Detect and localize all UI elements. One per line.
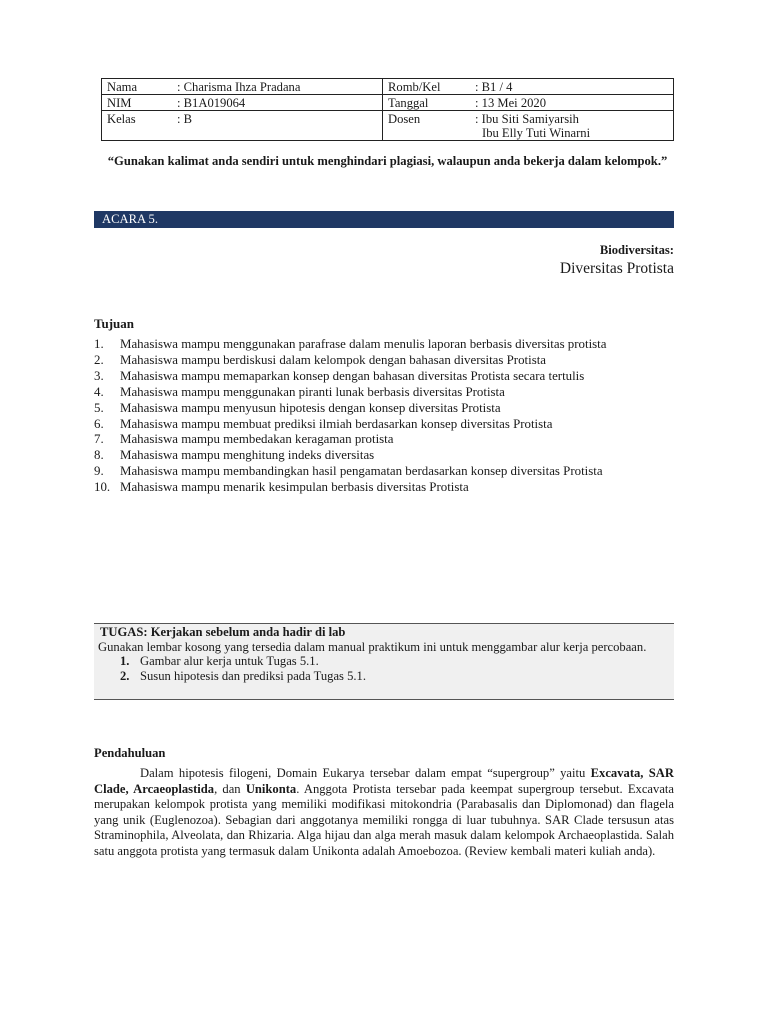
item-text: Mahasiswa mampu menyusun hipotesis dengan konsep diversitas Protista [120,400,501,415]
intro-paragraph [94,766,674,860]
value-tanggal: : 13 Mei 2020 [470,95,674,111]
value-kelas: : B [172,111,383,141]
list-item [94,353,674,369]
heading-tujuan: Tujuan [94,316,134,331]
intro-text-2: , dan [214,781,241,796]
item-text: Mahasiswa mampu membedakan keragaman protista [120,432,394,447]
list-item [94,432,674,448]
list-item [94,448,674,464]
item-text: Mahasiswa mampu menggunakan parafrase dalam menulis laporan berbasis diversitas protista [120,337,607,351]
list-item [94,369,674,385]
label-nama: Nama [102,79,173,95]
item-number: 5. [94,400,104,415]
task-box [94,623,674,700]
list-item [94,480,674,496]
plagiarism-notice: “Gunakan kalimat anda sendiri untuk menghindari plagiasi, walaupun anda bekerja dalam kelompok.” [107,154,668,168]
item-number: 9. [94,464,104,479]
list-item [94,385,674,401]
label-kelas: Kelas [102,111,173,141]
value-dosen [470,111,674,141]
heading-pendahuluan: Pendahuluan [94,746,166,760]
list-item [98,654,670,669]
info-row-nim [102,95,674,111]
value-romb-kel: : B1 / 4 [470,79,674,95]
item-text: Mahasiswa mampu berdiskusi dalam kelompok dengan bahasan diversitas Protista [120,352,547,367]
label-dosen: Dosen [383,111,471,141]
list-item [94,401,674,417]
section-bar-acara: ACARA 5. [94,211,674,228]
item-text: Susun hipotesis dan prediksi pada Tugas 5.1. [140,668,366,683]
item-number: 6. [94,416,104,431]
label-romb-kel: Romb/Kel [383,79,471,95]
task-title: TUGAS: Kerjakan sebelum anda hadir di lab [100,625,346,639]
item-text: Mahasiswa mampu membandingkan hasil pengamatan berdasarkan konsep diversitas Protista [120,464,603,479]
dosen-name-1: : Ibu Siti Samiyarsih [475,112,579,126]
item-text: Mahasiswa mampu menggunakan piranti lunak berbasis diversitas Protista [120,384,505,399]
topic-title: Diversitas Protista [559,260,674,277]
info-row-nama [102,79,674,95]
intro-text-3: . Anggota Protista tersebar pada keempat supergroup tersebut. Excavata merupakan kelompok protista yang memiliki modifikasi mitokondria (Parabasalis dan Diplomonad) dan flagela yang unik (Euglenozoa). Sebagian dari anggotanya memiliki rongga di luar tubuhnya. SAR Clade tersusun atas Straminophila, Alveolata, dan Rhizaria. Alga hijau dan alga merah masuk dalam kelompok Archaeoplastida. Salah satu anggota protista yang termasuk dalam Unikonta adalah Amoebozoa. (Review kembali materi kuliah anda). [94,781,674,858]
list-item [94,337,674,353]
list-item [94,417,674,433]
value-nim: : B1A019064 [172,95,383,111]
intro-bold-1: Excavata, SAR Clade, Arcaeoplastida [94,766,674,796]
item-number: 2. [120,668,130,683]
task-instructions: Gunakan lembar kosong yang tersedia dalam manual praktikum ini untuk menggambar alur kerja percobaan. [98,639,647,654]
label-nim: NIM [102,95,173,111]
item-number: 2. [94,352,104,367]
item-text: Mahasiswa mampu menghitung indeks diversitas [120,448,375,463]
item-text: Mahasiswa mampu menarik kesimpulan berbasis diversitas Protista [120,480,469,495]
item-number: 7. [94,432,104,447]
item-number: 4. [94,384,104,399]
list-item [94,464,674,480]
value-nama: : Charisma Ihza Pradana [172,79,383,95]
student-info-table [101,78,674,141]
info-row-kelas [102,111,674,141]
task-list [98,654,670,683]
intro-text-1: Dalam hipotesis filogeni, Domain Eukarya tersebar dalam empat “supergroup” yaitu [140,766,586,780]
item-number: 1. [94,337,104,351]
item-text: Mahasiswa mampu memaparkan konsep dengan bahasan diversitas Protista secara tertulis [120,368,585,383]
item-number: 10. [94,480,111,495]
topic-label: Biodiversitas: [599,243,674,257]
goals-list [94,337,674,496]
list-item [98,669,670,684]
item-number: 3. [94,368,104,383]
intro-bold-2: Unikonta [245,781,297,796]
item-number: 8. [94,448,104,463]
dosen-name-2: Ibu Elly Tuti Winarni [482,126,591,140]
item-text: Gambar alur kerja untuk Tugas 5.1. [140,654,319,668]
label-tanggal: Tanggal [383,95,471,111]
item-number: 1. [120,654,130,668]
item-text: Mahasiswa mampu membuat prediksi ilmiah berdasarkan konsep diversitas Protista [120,416,553,431]
